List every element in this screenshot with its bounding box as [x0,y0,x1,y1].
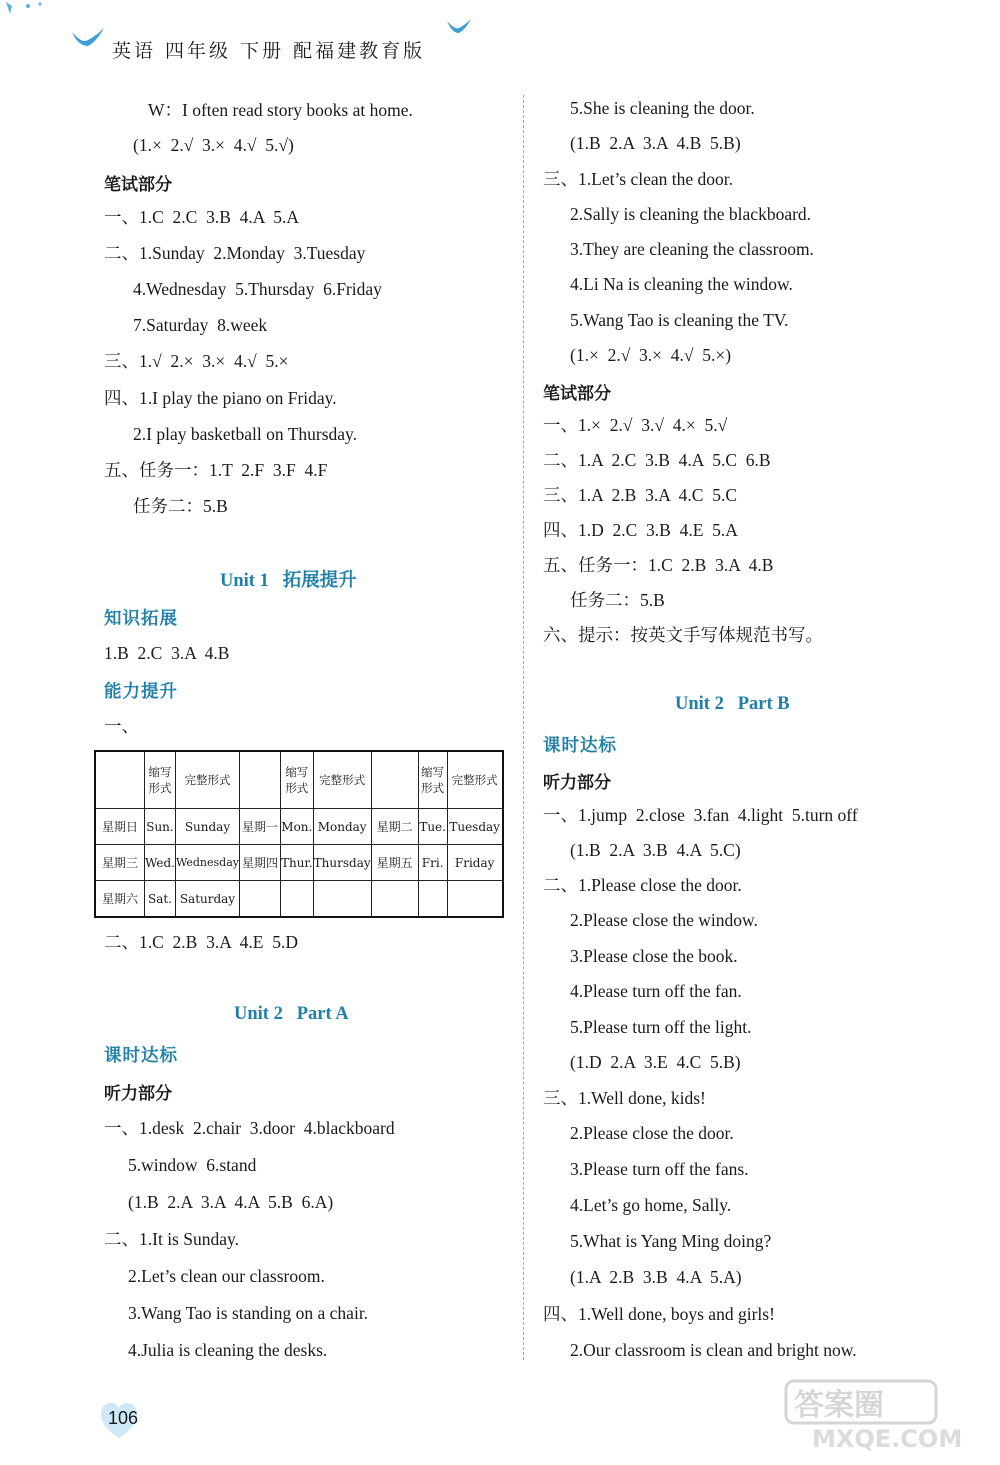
table-cell: 星期三 [95,845,145,881]
answer-line: 4.Li Na is cleaning the window. [570,274,793,294]
table-cell: Wednesday [175,845,239,881]
table-header-cell: 完整形式 [447,751,503,809]
table-header-cell: 缩写形式 [145,751,176,809]
answer-line: 一、1.jump 2.close 3.fan 4.light 5.turn off [543,805,858,825]
answer-line: (1.B 2.A 3.A 4.A 5.B 6.A) [128,1192,334,1212]
unit-title: Unit 2 Part A [234,1004,349,1024]
section-heading: 课时达标 [104,1046,178,1066]
answer-line: 5.Please turn off the light. [570,1017,752,1037]
answer-line: 三、1.√ 2.× 3.× 4.√ 5.× [104,351,289,371]
table-cell: 星期六 [95,881,145,918]
table-header-cell: 缩写形式 [418,751,447,809]
table-cell: 星期一 [239,809,280,845]
answer-line: 三、1.Well done, kids! [543,1088,706,1108]
answer-line: 五、任务一：1.C 2.B 3.A 4.B [543,555,774,575]
bird-icon [446,18,472,36]
answer-line: (1.B 2.A 3.A 4.B 5.B) [570,133,741,153]
section-heading: 课时达标 [543,736,617,756]
answer-line: 2.Our classroom is clean and bright now. [570,1340,857,1360]
answer-line: (1.× 2.√ 3.× 4.√ 5.√) [133,135,294,155]
spark-icon [0,0,50,22]
answer-line: 2.Sally is cleaning the blackboard. [570,204,812,224]
table-cell: Thursday [313,845,371,881]
answer-line: 3.They are cleaning the classroom. [570,239,814,259]
answer-line: 任务二：5.B [570,590,665,610]
answer-line: 四、1.Well done, boys and girls! [543,1304,775,1324]
table-cell: 星期二 [371,809,418,845]
table-header-cell: 完整形式 [313,751,371,809]
part-heading: 笔试部分 [104,175,172,195]
column-divider [523,95,524,1360]
table-cell [447,881,503,918]
answer-line: 二、1.Please close the door. [543,875,742,895]
answer-line: 四、1.I play the piano on Friday. [104,388,337,408]
table-cell: 星期四 [239,845,280,881]
answer-line: 4.Let’s go home, Sally. [570,1195,732,1215]
answer-line: 4.Julia is cleaning the desks. [128,1340,328,1360]
answer-line: 3.Wang Tao is standing on a chair. [128,1303,369,1323]
table-cell: Monday [313,809,371,845]
svg-text:MXQE.COM: MXQE.COM [812,1425,963,1453]
table-cell: Sunday [175,809,239,845]
answer-line: 4.Wednesday 5.Thursday 6.Friday [133,279,382,299]
weekday-table [94,750,504,918]
table-cell [418,881,447,918]
table-cell: Tuesday [447,809,503,845]
bird-icon [70,26,106,50]
section-heading: 知识拓展 [104,609,178,629]
answer-line: 2.Please close the window. [570,910,758,930]
answer-line: 六、提示：按英文手写体规范书写。 [543,625,823,645]
answer-line: (1.D 2.A 3.E 4.C 5.B) [570,1052,741,1072]
answer-line: (1.A 2.B 3.B 4.A 5.A) [570,1267,742,1287]
part-heading: 笔试部分 [543,384,611,404]
answer-line: 任务二：5.B [133,496,228,516]
answer-line: 二、1.It is Sunday. [104,1229,239,1249]
answer-line: 一、1.C 2.C 3.B 4.A 5.A [104,207,299,227]
answer-line: 二、1.Sunday 2.Monday 3.Tuesday [104,243,366,263]
table-cell: Fri. [418,845,447,881]
answer-line: 7.Saturday 8.week [133,315,268,335]
answer-line: 三、1.A 2.B 3.A 4.C 5.C [543,485,737,505]
svg-text:答案圈: 答案圈 [794,1388,884,1423]
page-header: 英语 四年级 下册 配福建教育版 [112,40,426,62]
answer-line: 一、1.desk 2.chair 3.door 4.blackboard [104,1118,395,1138]
table-header-row [95,751,503,809]
answer-line: 2.Please close the door. [570,1123,734,1143]
answer-line: (1.B 2.A 3.B 4.A 5.C) [570,840,741,860]
table-row [95,809,503,845]
answer-line: 一、 [104,716,139,736]
part-heading: 听力部分 [104,1084,172,1104]
answer-line: 5.window 6.stand [128,1155,257,1175]
table-cell: Wed. [145,845,176,881]
answer-line: 3.Please turn off the fans. [570,1159,749,1179]
table-cell [280,881,313,918]
answer-line: 二、1.C 2.B 3.A 4.E 5.D [104,932,298,952]
table-cell: Saturday [175,881,239,918]
table-cell: Sat. [145,881,176,918]
answer-line: 2.Let’s clean our classroom. [128,1266,325,1286]
table-cell: Tue. [418,809,447,845]
table-cell [313,881,371,918]
answer-line: 5.Wang Tao is cleaning the TV. [570,310,789,330]
table-cell: Mon. [280,809,313,845]
answer-line: 4.Please turn off the fan. [570,981,742,1001]
table-header-cell [371,751,418,809]
table-cell: Friday [447,845,503,881]
answer-line: 四、1.D 2.C 3.B 4.E 5.A [543,520,738,540]
table-cell: Thur. [280,845,313,881]
answer-line: 1.B 2.C 3.A 4.B [104,643,230,663]
unit-title: Unit 2 Part B [675,694,790,714]
section-heading: 能力提升 [104,682,178,702]
table-cell: 星期日 [95,809,145,845]
answer-line: 一、1.× 2.√ 3.√ 4.× 5.√ [543,415,728,435]
table-cell [371,881,418,918]
table-header-cell: 完整形式 [175,751,239,809]
table-cell: Sun. [145,809,176,845]
answer-line: 二、1.A 2.C 3.B 4.A 5.C 6.B [543,450,771,470]
answer-line: (1.× 2.√ 3.× 4.√ 5.×) [570,345,732,365]
table-cell: 星期五 [371,845,418,881]
table-header-cell [239,751,280,809]
part-heading: 听力部分 [543,773,611,793]
table-header-cell: 缩写形式 [280,751,313,809]
answer-line: 5.She is cleaning the door. [570,98,755,118]
watermark-logo [782,1375,982,1455]
table-cell [239,881,280,918]
page-number: 106 [108,1408,139,1428]
table-row [95,845,503,881]
answer-line: 三、1.Let’s clean the door. [543,169,734,189]
answer-line: 2.I play basketball on Thursday. [133,424,358,444]
table-header-cell [95,751,145,809]
answer-line: 五、任务一：1.T 2.F 3.F 4.F [104,460,328,480]
table-row [95,881,503,918]
unit-title: Unit 1 拓展提升 [220,571,357,591]
answer-line: W：I often read story books at home. [148,100,413,120]
answer-line: 3.Please close the book. [570,946,738,966]
answer-line: 5.What is Yang Ming doing? [570,1231,772,1251]
